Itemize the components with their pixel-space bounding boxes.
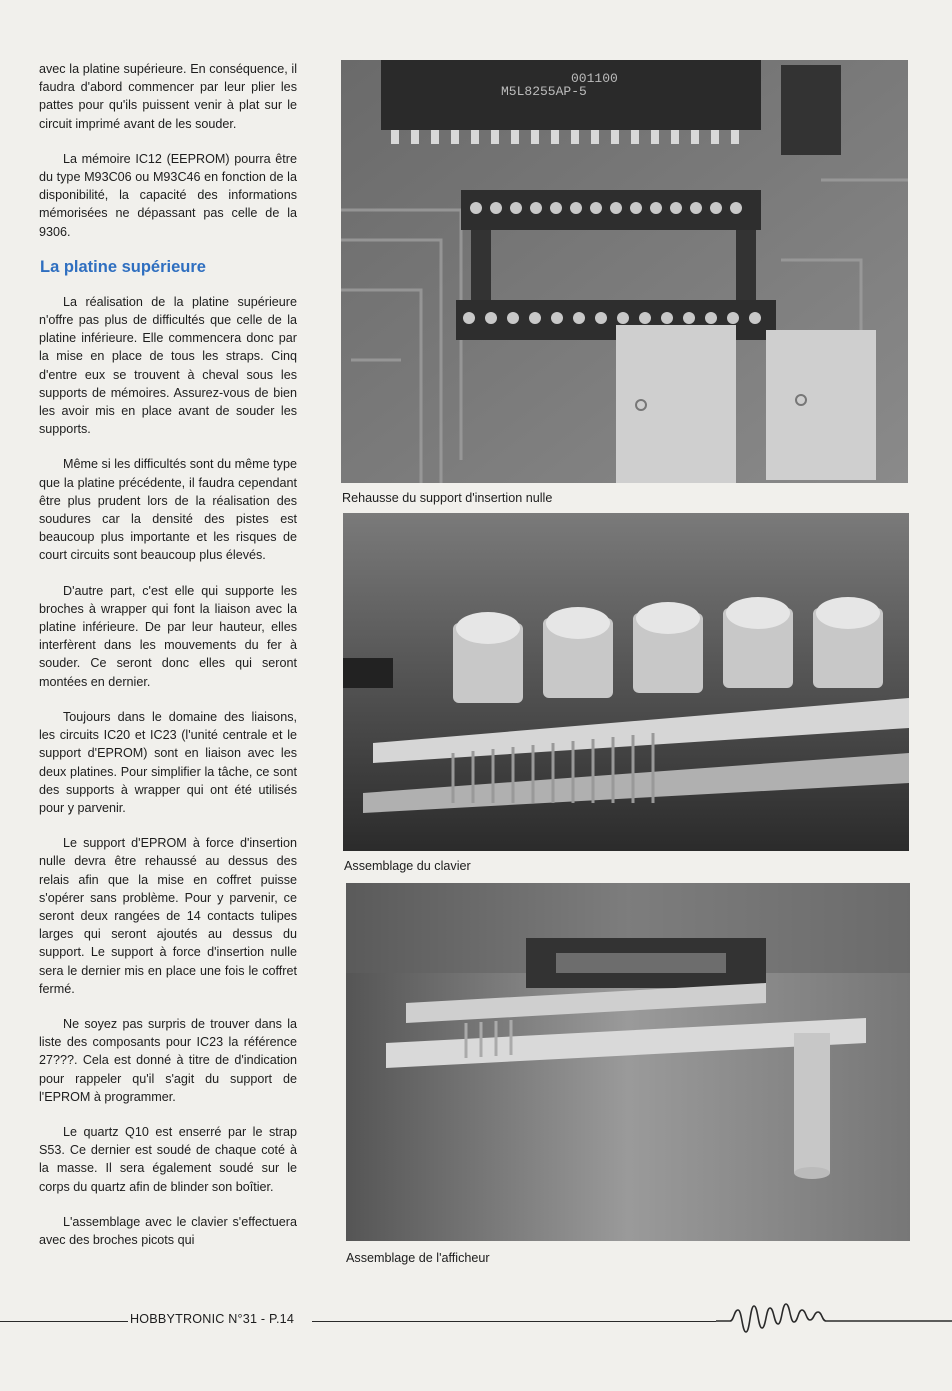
photo-display-assembly — [346, 883, 910, 1241]
article-column — [39, 60, 297, 1266]
paragraph: La mémoire IC12 (EEPROM) pourra être du type M93C06 ou M93C46 en fonction de la disponibilité, la capacité des informations mémorisées ne dépassant pas celle de la 9306. — [39, 151, 297, 239]
paragraph: avec la platine supérieure. En conséquence, il faudra d'abord commencer par leur plier les pattes pour qu'ils puissent venir à plat sur le circuit imprimé avant de les souder. — [39, 62, 297, 131]
paragraph: D'autre part, c'est elle qui supporte les broches à wrapper qui font la liaison avec la platine inférieure. De par leur hauteur, elles interfèrent dans les mouvements du fer à souder. Ce seront donc elles qui seront montées en dernier. — [39, 583, 297, 689]
photo-zif-socket — [341, 60, 908, 483]
photo-caption: Rehausse du support d'insertion nulle — [342, 491, 553, 505]
chip-label: M5L8255AP-5 — [501, 84, 587, 99]
chip-label: 001100 — [571, 71, 618, 86]
paragraph: Le support d'EPROM à force d'insertion nulle devra être rehaussé au dessus des relais afin que la mise en coffret puisse s'opérer sans problème. Pour y parvenir, ce seront deux rangées de 14 contacts tulipes larges qui seront ajoutés au dessus du support. Le support à force d'insertion nulle sera le dernier mis en place une fois le coffret fermé. — [39, 836, 297, 996]
photo-caption: Assemblage du clavier — [344, 859, 471, 873]
paragraph: L'assemblage avec le clavier s'effectuera avec des broches picots qui — [39, 1214, 297, 1247]
paragraph: Ne soyez pas surpris de trouver dans la liste des composants pour IC23 la référence 27???. Cela est donné à titre de d'indication pour rappeler qu'il s'agit du support de l'EPROM à programmer. — [39, 1016, 297, 1104]
footer-rule — [0, 1321, 128, 1322]
paragraph: La réalisation de la platine supérieure n'offre pas plus de difficultés que celle de la platine inférieure. Elle commencera donc par la mise en place de tous les straps. Cinq d'entre eux se trouvent à cheval sous les supports de mémoires. Assurez-vous de bien les avoir mis en place avant de souder les supports. — [39, 294, 297, 437]
photo-keyboard-assembly — [343, 513, 909, 851]
section-heading: La platine supérieure — [40, 257, 206, 276]
paragraph: Le quartz Q10 est enserré par le strap S53. Ce dernier est soudé de chaque coté à la masse. Il sera également soudé sur le corps du quartz afin de blinder son boîtier. — [39, 1124, 297, 1194]
waveform-icon — [716, 1300, 952, 1340]
paragraph: Toujours dans le domaine des liaisons, les circuits IC20 et IC23 (l'unité centrale et le support d'EPROM) sont en liaison avec les deux platines. Pour simplifier la tâche, ce sont des supports à wrapper qui ont été utilisés pour y parvenir. — [39, 709, 297, 815]
photo-caption: Assemblage de l'afficheur — [346, 1251, 490, 1265]
footer-text: HOBBYTRONIC N°31 - P.14 — [130, 1312, 295, 1326]
paragraph: Même si les difficultés sont du même type que la platine précédente, il faudra cependant être plus prudent lors de la réalisation des soudures car la densité des pistes est beaucoup plus importante et les risques de court circuits sont beaucoup plus élevés. — [39, 457, 297, 563]
footer-rule — [312, 1321, 716, 1322]
